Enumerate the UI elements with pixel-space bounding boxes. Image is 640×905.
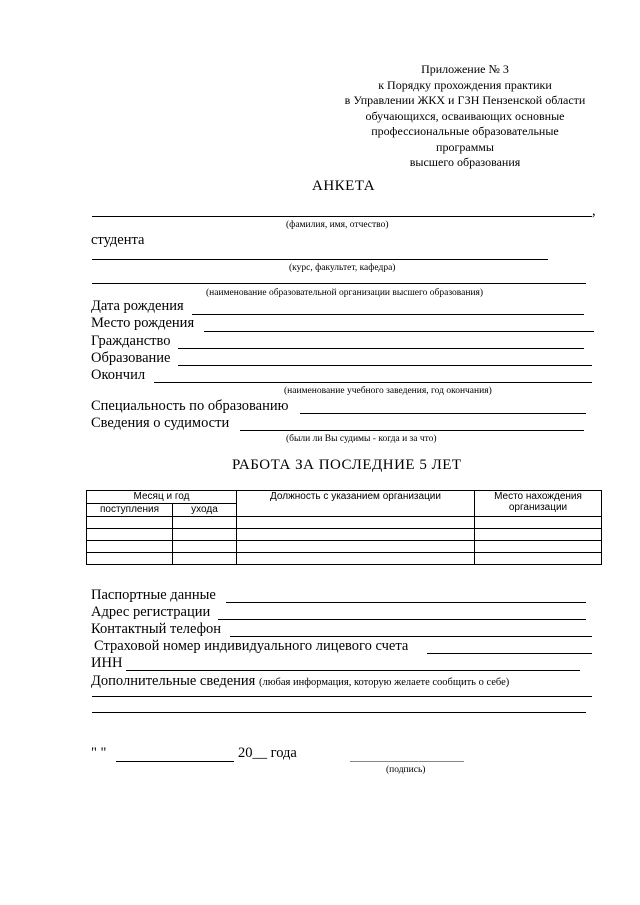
header-month-year: Месяц и год bbox=[87, 491, 237, 504]
table-cell[interactable] bbox=[87, 553, 173, 565]
education-line[interactable] bbox=[178, 365, 592, 366]
phone-line[interactable] bbox=[230, 636, 592, 637]
org-line[interactable] bbox=[92, 283, 586, 284]
date-quotes: " " bbox=[91, 745, 107, 761]
inn-line[interactable] bbox=[126, 670, 580, 671]
table-cell[interactable] bbox=[87, 529, 173, 541]
table-cell[interactable] bbox=[237, 553, 475, 565]
birth-date-label: Дата рождения bbox=[91, 298, 184, 314]
appendix-line: к Порядку прохождения практики bbox=[378, 77, 552, 92]
table-row bbox=[87, 529, 602, 541]
date-year: 20__ года bbox=[238, 745, 297, 761]
header-position: Должность с указанием организации bbox=[237, 491, 475, 517]
fio-comma: , bbox=[592, 203, 596, 219]
table-row bbox=[87, 553, 602, 565]
criminal-line[interactable] bbox=[240, 430, 584, 431]
passport-line[interactable] bbox=[226, 602, 586, 603]
snils-label: Страховой номер индивидуального лицевого счета bbox=[94, 638, 409, 654]
appendix-line: высшего образования bbox=[409, 155, 521, 169]
school-caption: (наименование учебного заведения, год окончания) bbox=[284, 386, 492, 396]
table-cell[interactable] bbox=[475, 529, 602, 541]
table-cell[interactable] bbox=[475, 517, 602, 529]
table-row bbox=[87, 541, 602, 553]
phone-label: Контактный телефон bbox=[91, 621, 222, 637]
signature-line[interactable] bbox=[350, 761, 464, 762]
additional-line-1[interactable] bbox=[92, 696, 592, 697]
citizenship-label: Гражданство bbox=[91, 333, 171, 349]
appendix-header bbox=[300, 62, 630, 171]
table-cell[interactable] bbox=[173, 553, 237, 565]
header-location: Место нахождения организации bbox=[475, 491, 602, 517]
table-cell[interactable] bbox=[87, 541, 173, 553]
work-history-table bbox=[86, 490, 602, 565]
table-cell[interactable] bbox=[475, 553, 602, 565]
appendix-line: обучающихся, осваивающих основные bbox=[365, 108, 565, 123]
org-caption: (наименование образовательной организации высшего образования) bbox=[206, 288, 484, 298]
birth-place-line[interactable] bbox=[204, 331, 594, 332]
table-row bbox=[87, 517, 602, 529]
snils-line[interactable] bbox=[427, 653, 592, 654]
work-section-title: РАБОТА ЗА ПОСЛЕДНИЕ 5 ЛЕТ bbox=[232, 457, 462, 473]
form-title: АНКЕТА bbox=[312, 178, 376, 194]
birth-place-label: Место рождения bbox=[91, 315, 195, 331]
additional-label bbox=[91, 673, 509, 690]
appendix-line: профессиональные образовательные bbox=[371, 124, 559, 138]
table-cell[interactable] bbox=[173, 541, 237, 553]
course-caption: (курс, факультет, кафедра) bbox=[289, 263, 396, 273]
header-start: поступления bbox=[87, 504, 173, 517]
criminal-caption: (были ли Вы судимы - когда и за что) bbox=[286, 434, 437, 444]
table-cell[interactable] bbox=[237, 517, 475, 529]
appendix-line: в Управлении ЖКХ и ГЗН Пензенской области bbox=[344, 93, 586, 107]
fio-line[interactable] bbox=[92, 216, 592, 217]
table-cell[interactable] bbox=[475, 541, 602, 553]
citizenship-line[interactable] bbox=[178, 348, 584, 349]
date-month-line[interactable] bbox=[116, 761, 234, 762]
appendix-line: Приложение № 3 bbox=[421, 62, 509, 76]
criminal-label: Сведения о судимости bbox=[91, 415, 230, 431]
graduated-label: Окончил bbox=[91, 367, 146, 383]
address-line[interactable] bbox=[218, 619, 586, 620]
table-cell[interactable] bbox=[173, 517, 237, 529]
graduated-line[interactable] bbox=[154, 382, 592, 383]
course-line[interactable] bbox=[92, 259, 548, 260]
table-cell[interactable] bbox=[237, 541, 475, 553]
specialty-label: Специальность по образованию bbox=[91, 398, 289, 414]
student-label: студента bbox=[91, 232, 145, 248]
education-label: Образование bbox=[91, 350, 171, 366]
header-end: ухода bbox=[173, 504, 237, 517]
additional-text: Дополнительные сведения bbox=[91, 673, 256, 689]
additional-line-2[interactable] bbox=[92, 712, 586, 713]
address-label: Адрес регистрации bbox=[91, 604, 211, 620]
appendix-line: программы bbox=[436, 139, 494, 154]
fio-caption: (фамилия, имя, отчество) bbox=[286, 220, 389, 230]
table-cell[interactable] bbox=[87, 517, 173, 529]
birth-date-line[interactable] bbox=[192, 314, 584, 315]
table-cell[interactable] bbox=[173, 529, 237, 541]
signature-caption: (подпись) bbox=[386, 765, 426, 775]
additional-note: (любая информация, которую желаете сообщить о себе) bbox=[258, 677, 510, 688]
table-cell[interactable] bbox=[237, 529, 475, 541]
specialty-line[interactable] bbox=[300, 413, 586, 414]
passport-label: Паспортные данные bbox=[91, 587, 216, 603]
inn-label: ИНН bbox=[91, 655, 123, 671]
